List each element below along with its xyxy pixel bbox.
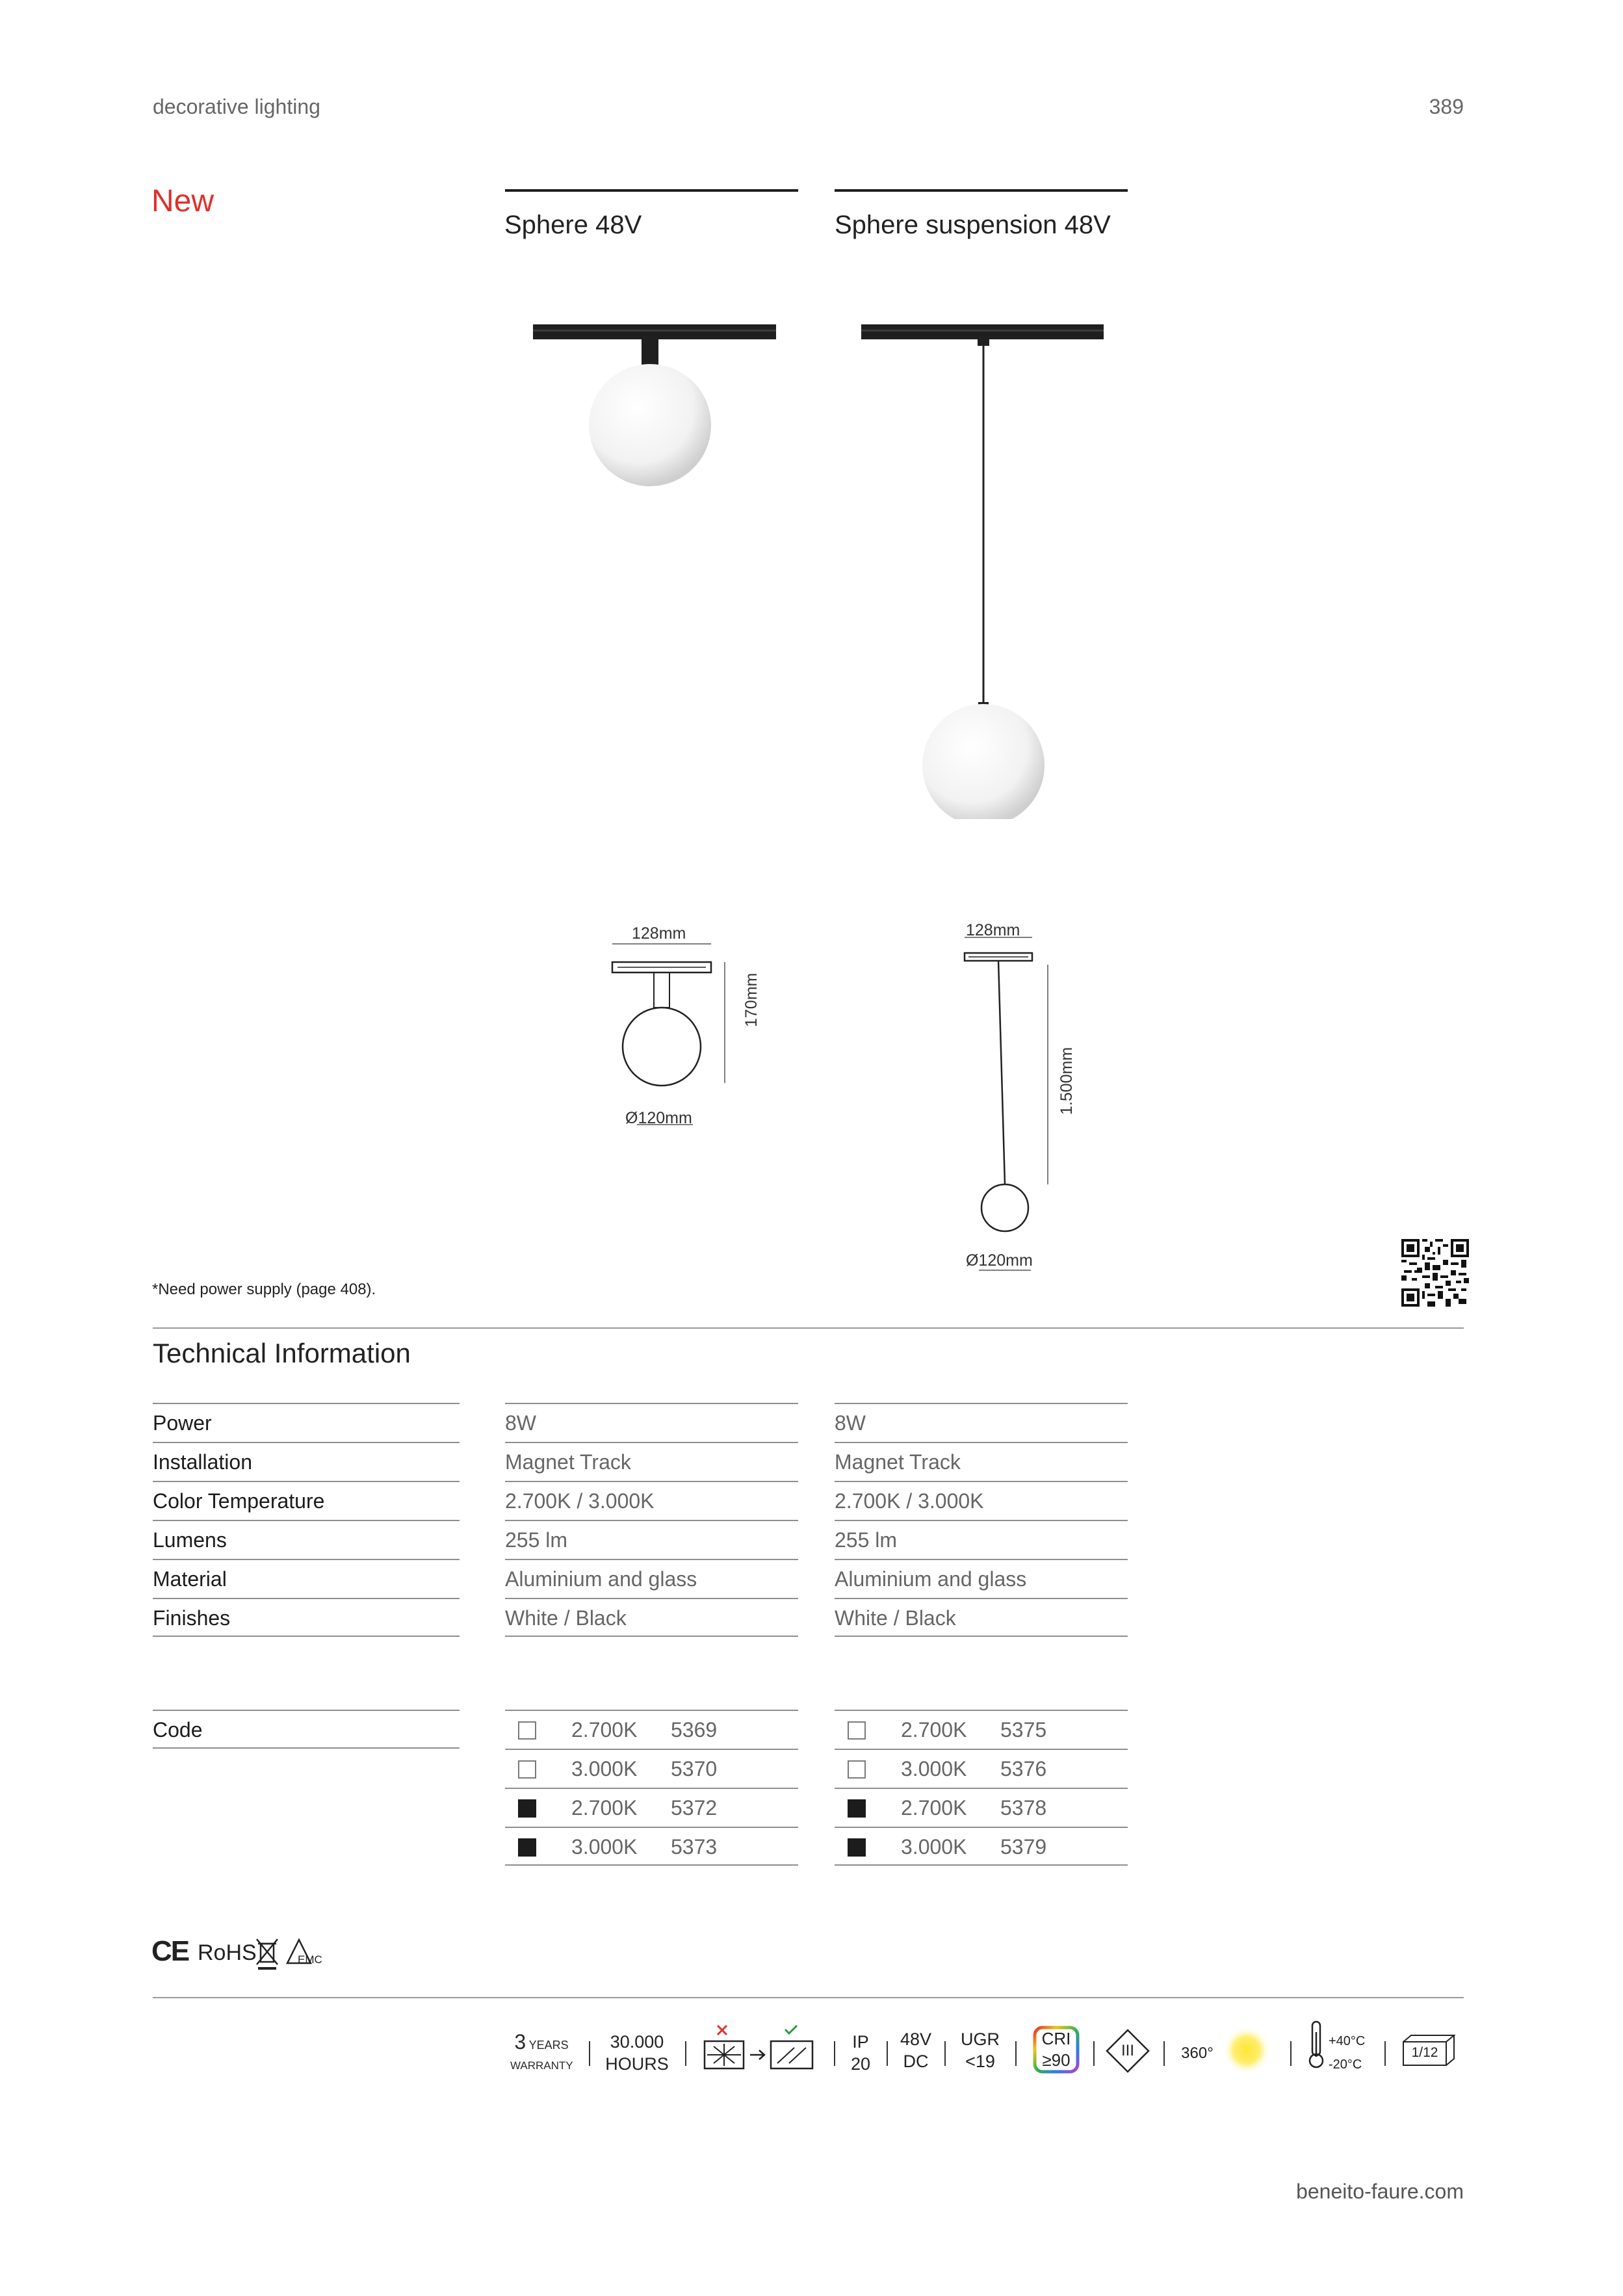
dim-width-suspension: 128mm xyxy=(966,921,1020,939)
product-title-sphere-suspension: Sphere suspension 48V xyxy=(835,211,1111,239)
dim-width-sphere: 128mm xyxy=(632,924,686,943)
divider xyxy=(1163,2041,1165,2066)
warranty-badge: 3 YEARS WARRANTY xyxy=(510,2030,573,2072)
rohs-mark: RoHS xyxy=(198,1940,257,1965)
divider xyxy=(153,1997,1464,1998)
code-row-5379: 3.000K 5379 xyxy=(835,1827,1128,1866)
divider xyxy=(944,2041,946,2066)
spec-value-installation-1: Magnet Track xyxy=(505,1442,798,1481)
svg-text:EMC: EMC xyxy=(298,1953,322,1966)
code-row-5369: 2.700K 5369 xyxy=(505,1710,798,1749)
power-supply-note: *Need power supply (page 408). xyxy=(152,1281,376,1298)
ip-rating: IP 20 xyxy=(850,2032,871,2074)
finish-white-swatch xyxy=(518,1721,536,1740)
beam-angle: 360° xyxy=(1181,2044,1214,2062)
code-label: Code xyxy=(153,1710,460,1749)
spec-label-lumens: Lumens xyxy=(153,1520,460,1559)
technical-info-title: Technical Information xyxy=(153,1338,411,1368)
divider xyxy=(1093,2041,1095,2066)
divider xyxy=(1015,2041,1017,2066)
code-row-5378: 2.700K 5378 xyxy=(835,1788,1128,1827)
footer-website-link[interactable]: beneito-faure.com xyxy=(1296,2180,1464,2203)
spec-value-power-2: 8W xyxy=(835,1403,1128,1442)
code-row-5372: 2.700K 5372 xyxy=(505,1788,798,1827)
spec-label-finishes: Finishes xyxy=(153,1598,460,1637)
finish-black-swatch xyxy=(518,1838,536,1857)
finish-black-swatch xyxy=(518,1799,536,1818)
product-title-sphere: Sphere 48V xyxy=(504,211,642,239)
page-number: 389 xyxy=(1429,95,1464,118)
divider xyxy=(685,2041,686,2066)
spec-value-material-1: Aluminium and glass xyxy=(505,1559,798,1598)
divider xyxy=(887,2041,888,2066)
protection-class-label: III xyxy=(1121,2042,1134,2059)
finish-black-swatch xyxy=(848,1838,866,1857)
product-rule-1 xyxy=(505,189,798,192)
code-row-5375: 2.700K 5375 xyxy=(835,1710,1128,1749)
spec-label-installation: Installation xyxy=(153,1442,460,1481)
finish-white-swatch xyxy=(518,1760,536,1779)
divider xyxy=(589,2041,590,2066)
code-row-5370: 3.000K 5370 xyxy=(505,1749,798,1788)
spec-label-material: Material xyxy=(153,1559,460,1598)
finish-white-swatch xyxy=(848,1760,866,1779)
packaging-units: 1/12 xyxy=(1411,2045,1438,2060)
spec-value-finishes-1: White / Black xyxy=(505,1598,798,1637)
spec-value-finishes-2: White / Black xyxy=(835,1598,1128,1637)
code-row-5376: 3.000K 5376 xyxy=(835,1749,1128,1788)
section-header: decorative lighting xyxy=(153,95,320,118)
spec-value-power-1: 8W xyxy=(505,1403,798,1442)
dim-height-sphere: 170mm xyxy=(742,972,760,1027)
spec-label-color-temperature: Color Temperature xyxy=(153,1481,460,1520)
spec-value-material-2: Aluminium and glass xyxy=(835,1559,1128,1598)
spec-value-color-temperature-1: 2.700K / 3.000K xyxy=(505,1481,798,1520)
dimension-drawing-sphere xyxy=(604,936,747,1144)
qr-code[interactable] xyxy=(1401,1239,1469,1307)
cri-rating: CRI ≥90 xyxy=(1041,2029,1071,2070)
product-image-sphere xyxy=(526,312,786,501)
ugr-rating: UGR <19 xyxy=(961,2029,1000,2071)
light-source-icon xyxy=(1222,2026,1271,2075)
voltage-rating: 48V DC xyxy=(900,2029,932,2071)
product-rule-2 xyxy=(835,189,1128,192)
spec-value-lumens-1: 255 lm xyxy=(505,1520,798,1559)
spec-value-lumens-2: 255 lm xyxy=(835,1520,1128,1559)
spec-value-installation-2: Magnet Track xyxy=(835,1442,1128,1481)
dimension-drawing-sphere-suspension xyxy=(955,930,1066,1281)
lifetime-hours: 30.000 HOURS xyxy=(605,2032,669,2074)
dim-diameter-sphere: Ø120mm xyxy=(625,1109,692,1127)
finish-white-swatch xyxy=(848,1721,866,1740)
spec-label-power: Power xyxy=(153,1403,460,1442)
ce-mark-icon: CE xyxy=(151,1935,189,1967)
divider xyxy=(153,1327,1464,1329)
finish-black-swatch xyxy=(848,1799,866,1818)
temperature-range: +40°C -20°C xyxy=(1329,2034,1366,2072)
divider xyxy=(834,2041,835,2066)
spec-value-color-temperature-2: 2.700K / 3.000K xyxy=(835,1481,1128,1520)
dim-diameter-suspension: Ø120mm xyxy=(966,1251,1033,1270)
product-image-sphere-suspension xyxy=(858,312,1118,819)
glass-replacement-icon xyxy=(702,2023,819,2075)
thermometer-icon xyxy=(1306,2019,1326,2068)
code-row-5373: 3.000K 5373 xyxy=(505,1827,798,1866)
divider xyxy=(1384,2041,1386,2066)
emc-mark-icon xyxy=(286,1937,324,1968)
dim-height-suspension: 1.500mm xyxy=(1058,1047,1076,1115)
divider xyxy=(1290,2041,1292,2066)
new-badge: New xyxy=(151,184,214,218)
weee-bin-icon xyxy=(255,1937,279,1971)
